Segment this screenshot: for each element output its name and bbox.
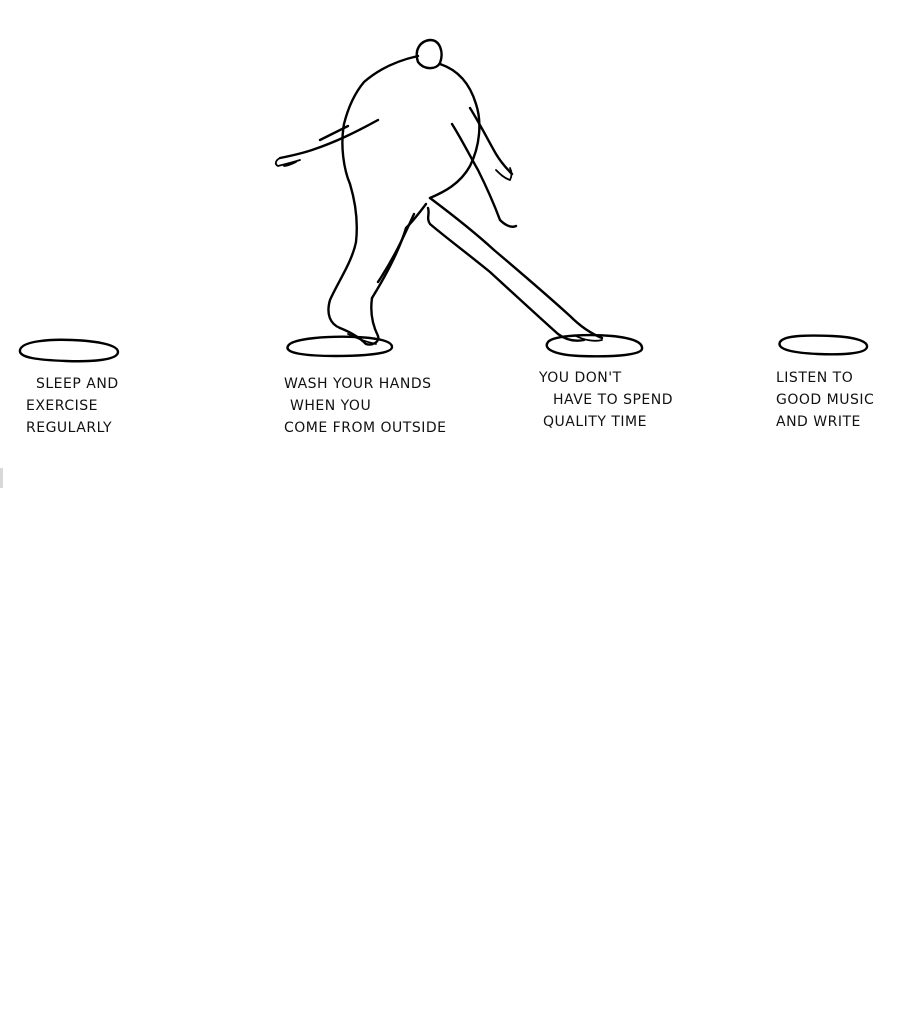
figure-right-arm-inner [452,124,516,227]
caption-line: AND WRITE [776,414,861,430]
stepping-stone-1 [20,340,118,361]
figure-head [417,40,442,68]
caption-line: SLEEP AND [36,376,119,392]
caption-line: LISTEN TO [776,370,854,386]
figure-left-arm [280,120,378,158]
figure-back-outline [328,56,418,345]
caption-line: REGULARLY [26,420,113,436]
stepping-stone-2 [287,337,392,356]
figure-chest-outline [430,64,479,198]
caption-line: WASH YOUR HANDS [284,376,432,392]
caption-line: COME FROM OUTSIDE [284,420,447,436]
caption-sleep [26,373,119,439]
walking-figure [276,40,602,345]
caption-line: EXERCISE [26,398,98,414]
caption-line: QUALITY TIME [543,414,647,430]
figure-rear-leg-top [430,198,602,338]
scan-edge-mark [0,468,3,488]
stepping-stone-3 [547,335,642,356]
caption-line: WHEN YOU [290,398,372,414]
figure-right-arm [470,108,512,174]
caption-line: GOOD MUSIC [776,392,875,408]
figure-left-hand [276,158,300,166]
caption-line: YOU DON'T [539,370,622,386]
caption-line: HAVE TO SPEND [553,392,674,408]
figure-rear-leg-bottom [428,208,584,341]
caption-wash [284,373,446,439]
figure-inner-leg [378,214,414,282]
caption-music [776,367,874,433]
stepping-stone-4 [779,336,867,355]
caption-quality-time [539,367,673,433]
